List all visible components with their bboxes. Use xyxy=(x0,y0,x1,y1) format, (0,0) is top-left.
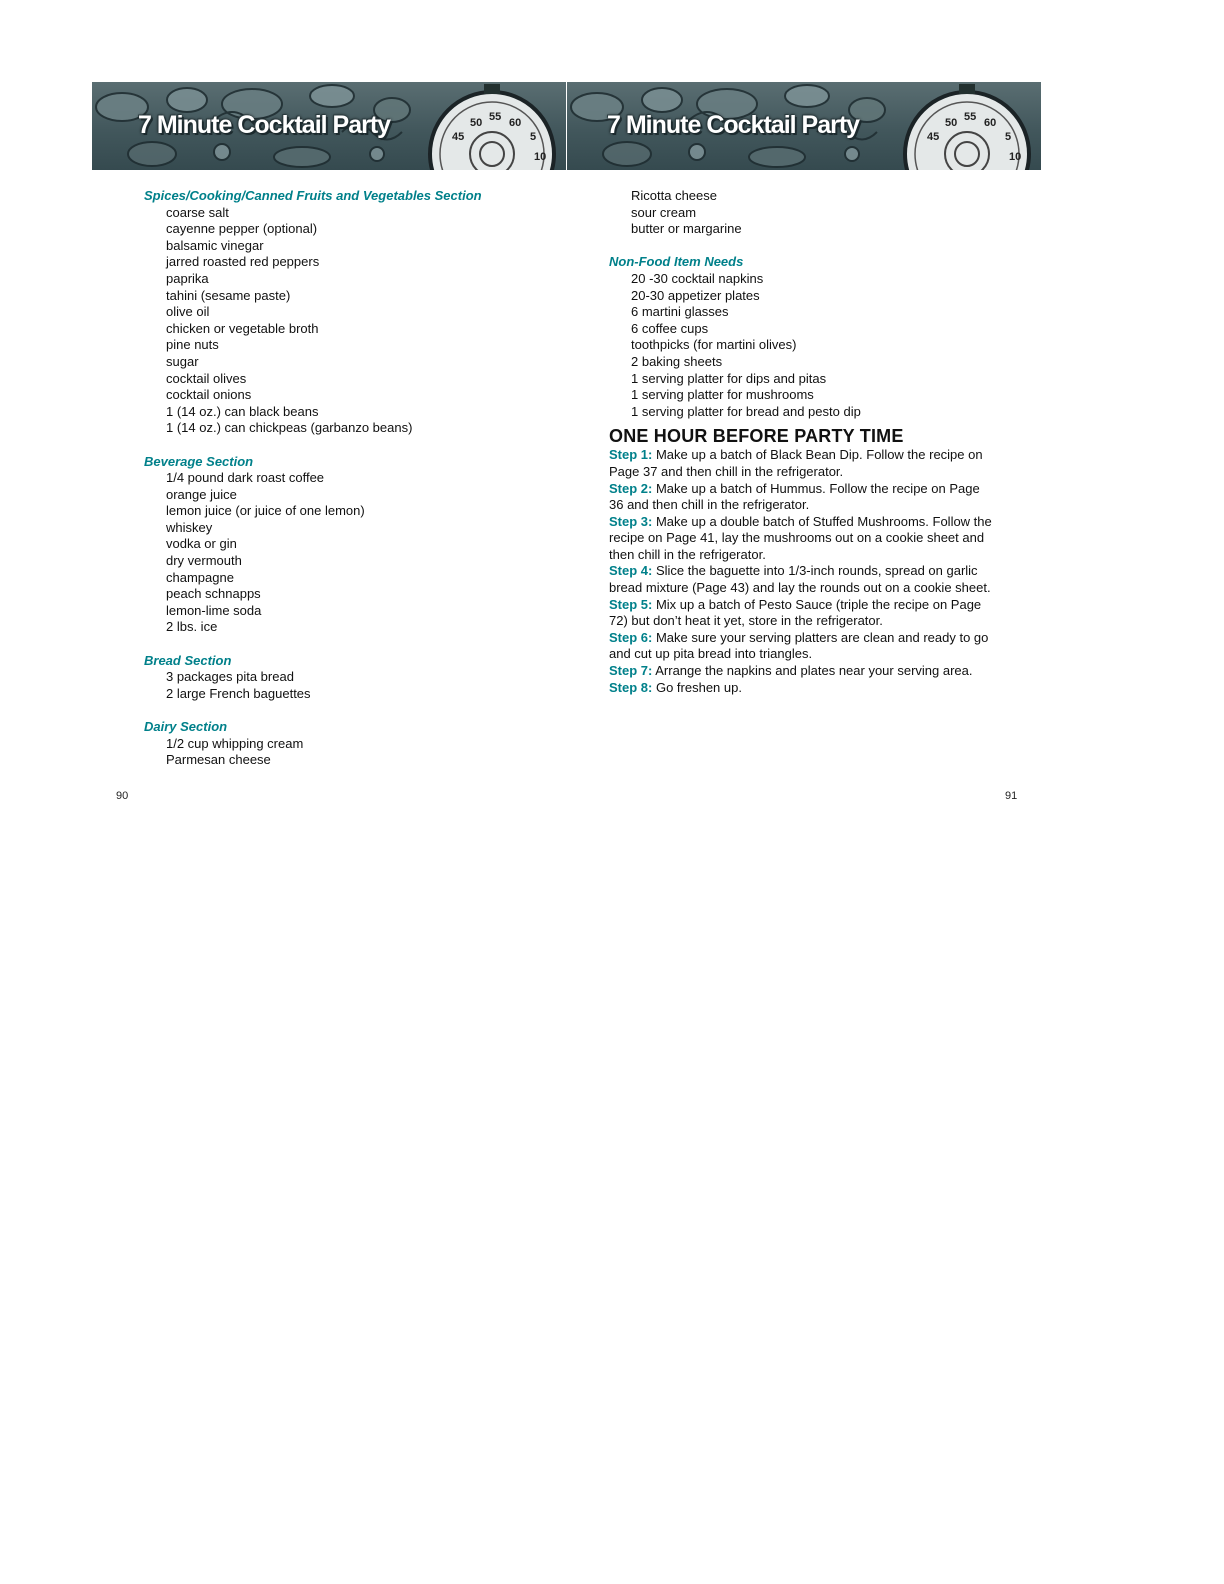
list-item: lemon-lime soda xyxy=(166,602,262,618)
stopwatch-number: 5 xyxy=(1005,131,1012,143)
page-number-right: 91 xyxy=(1005,790,1018,802)
list-item: dry vermouth xyxy=(166,553,242,569)
list-item: Ricotta cheese xyxy=(631,188,717,203)
list-item: 20-30 appetizer plates xyxy=(631,287,760,303)
list-item: 3 packages pita bread xyxy=(166,669,294,685)
list-item: lemon juice (or juice of one lemon) xyxy=(166,503,365,519)
item-list xyxy=(166,669,564,702)
page-number-left: 90 xyxy=(116,790,129,802)
list-item: 1 (14 oz.) can chickpeas (garbanzo beans) xyxy=(166,420,413,436)
item-list xyxy=(166,205,564,437)
section-bread xyxy=(144,653,564,703)
list-item: cocktail onions xyxy=(166,387,252,403)
step-item xyxy=(609,563,994,596)
section-beverage xyxy=(144,454,564,637)
list-item: butter or margarine xyxy=(631,221,742,237)
list-item: Parmesan cheese xyxy=(166,752,271,768)
list-item: 2 lbs. ice xyxy=(166,619,218,635)
page-title: 7 Minute Cocktail Party xyxy=(138,111,391,139)
step-label: Step 8: xyxy=(609,679,653,695)
list-item: jarred roasted red peppers xyxy=(166,254,320,270)
left-page-content xyxy=(144,188,564,785)
step-label: Step 5: xyxy=(609,596,653,612)
step-item xyxy=(609,597,994,630)
stopwatch-number: 10 xyxy=(534,151,547,163)
step-text: Make up a batch of Black Bean Dip. Follow the recipe on Page 37 and then chill in the refrigerator. xyxy=(609,447,983,479)
list-item: coarse salt xyxy=(166,204,229,220)
step-item xyxy=(609,630,994,663)
step-text: Make up a batch of Hummus. Follow the recipe on Page 36 and then chill in the refrigerator. xyxy=(609,480,980,513)
right-page-content xyxy=(609,188,994,696)
stopwatch-number: 10 xyxy=(1009,151,1022,163)
list-item: sugar xyxy=(166,353,199,369)
page-title: 7 Minute Cocktail Party xyxy=(607,111,860,139)
step-label: Step 4: xyxy=(609,563,653,579)
list-item: olive oil xyxy=(166,304,210,320)
section-heading: ONE HOUR BEFORE PARTY TIME xyxy=(609,426,904,447)
step-label: Step 6: xyxy=(609,629,653,645)
list-item: 6 coffee cups xyxy=(631,320,709,336)
step-text: Make up a double batch of Stuffed Mushrooms. Follow the recipe on Page 41, lay the mushrooms out on a cookie sheet and then chill in the refrigerator. xyxy=(609,513,992,562)
step-label: Step 2: xyxy=(609,480,653,496)
item-list xyxy=(631,271,994,420)
step-label: Step 7: xyxy=(609,663,653,679)
stopwatch-number: 5 xyxy=(530,131,537,143)
list-item: chicken or vegetable broth xyxy=(166,320,319,336)
item-list xyxy=(166,470,564,636)
list-item: 20 -30 cocktail napkins xyxy=(631,270,764,286)
section-dairy xyxy=(144,719,564,769)
step-label: Step 1: xyxy=(609,447,653,463)
list-item: whiskey xyxy=(166,519,213,535)
list-item: 2 large French baguettes xyxy=(166,685,311,701)
stopwatch-number: 60 xyxy=(509,117,522,129)
step-label: Step 3: xyxy=(609,513,653,529)
step-item xyxy=(609,481,994,514)
step-item xyxy=(609,680,994,697)
stopwatch-number: 50 xyxy=(945,117,958,129)
list-item: 1/4 pound dark roast coffee xyxy=(166,470,325,486)
list-item: cocktail olives xyxy=(166,370,247,386)
list-item: 1 serving platter for dips and pitas xyxy=(631,370,827,386)
step-text: Slice the baguette into 1/3-inch rounds, spread on garlic bread mixture (Page 43) and lay the rounds out on a cookie sheet. xyxy=(609,563,991,596)
list-item: toothpicks (for martini olives) xyxy=(631,337,797,353)
section-title: Spices/Cooking/Canned Fruits and Vegetables Section xyxy=(144,188,482,203)
stopwatch-number: 60 xyxy=(984,117,997,129)
list-item: orange juice xyxy=(166,486,237,502)
section-non-food xyxy=(609,254,994,420)
stopwatch-number: 55 xyxy=(489,111,502,123)
step-text: Go freshen up. xyxy=(655,679,742,695)
list-item: tahini (sesame paste) xyxy=(166,287,291,303)
stopwatch-icon xyxy=(905,84,1029,170)
list-item: paprika xyxy=(166,270,209,286)
stopwatch-number: 45 xyxy=(927,131,940,143)
step-item xyxy=(609,663,994,680)
list-item: peach schnapps xyxy=(166,586,261,602)
section-title: Non-Food Item Needs xyxy=(609,254,744,270)
section-title: Dairy Section xyxy=(144,719,228,734)
section-spices xyxy=(144,188,564,437)
steps-list xyxy=(609,447,994,696)
section-title: Beverage Section xyxy=(144,453,254,469)
list-item: 6 martini glasses xyxy=(631,304,729,320)
item-list xyxy=(166,736,564,769)
list-item: 1 serving platter for bread and pesto dip xyxy=(631,403,861,419)
list-item: 2 baking sheets xyxy=(631,353,723,369)
stopwatch-number: 50 xyxy=(470,117,483,129)
step-item xyxy=(609,514,994,564)
step-text: Arrange the napkins and plates near your serving area. xyxy=(655,663,973,679)
list-item: champagne xyxy=(166,569,234,585)
list-item: 1 serving platter for mushrooms xyxy=(631,387,814,403)
stopwatch-number: 45 xyxy=(452,131,465,143)
list-item: sour cream xyxy=(631,204,697,220)
stopwatch-number: 55 xyxy=(964,111,977,123)
list-item: balsamic vinegar xyxy=(166,237,264,253)
stopwatch-icon xyxy=(430,84,554,170)
step-text: Make sure your serving platters are clean and ready to go and cut up pita bread into triangles. xyxy=(609,629,989,662)
section-title: Bread Section xyxy=(144,652,232,668)
step-item xyxy=(609,447,994,480)
list-item: 1 (14 oz.) can black beans xyxy=(166,403,319,419)
step-text: Mix up a batch of Pesto Sauce (triple the recipe on Page 72) but don’t heat it yet, store in the refrigerator. xyxy=(609,596,982,629)
list-item: cayenne pepper (optional) xyxy=(166,221,318,237)
dairy-continued-list xyxy=(631,188,994,238)
list-item: 1/2 cup whipping cream xyxy=(166,735,304,751)
list-item: vodka or gin xyxy=(166,536,237,552)
header-banner-left xyxy=(92,82,566,170)
header-banner-right xyxy=(567,82,1041,170)
list-item: pine nuts xyxy=(166,337,219,353)
